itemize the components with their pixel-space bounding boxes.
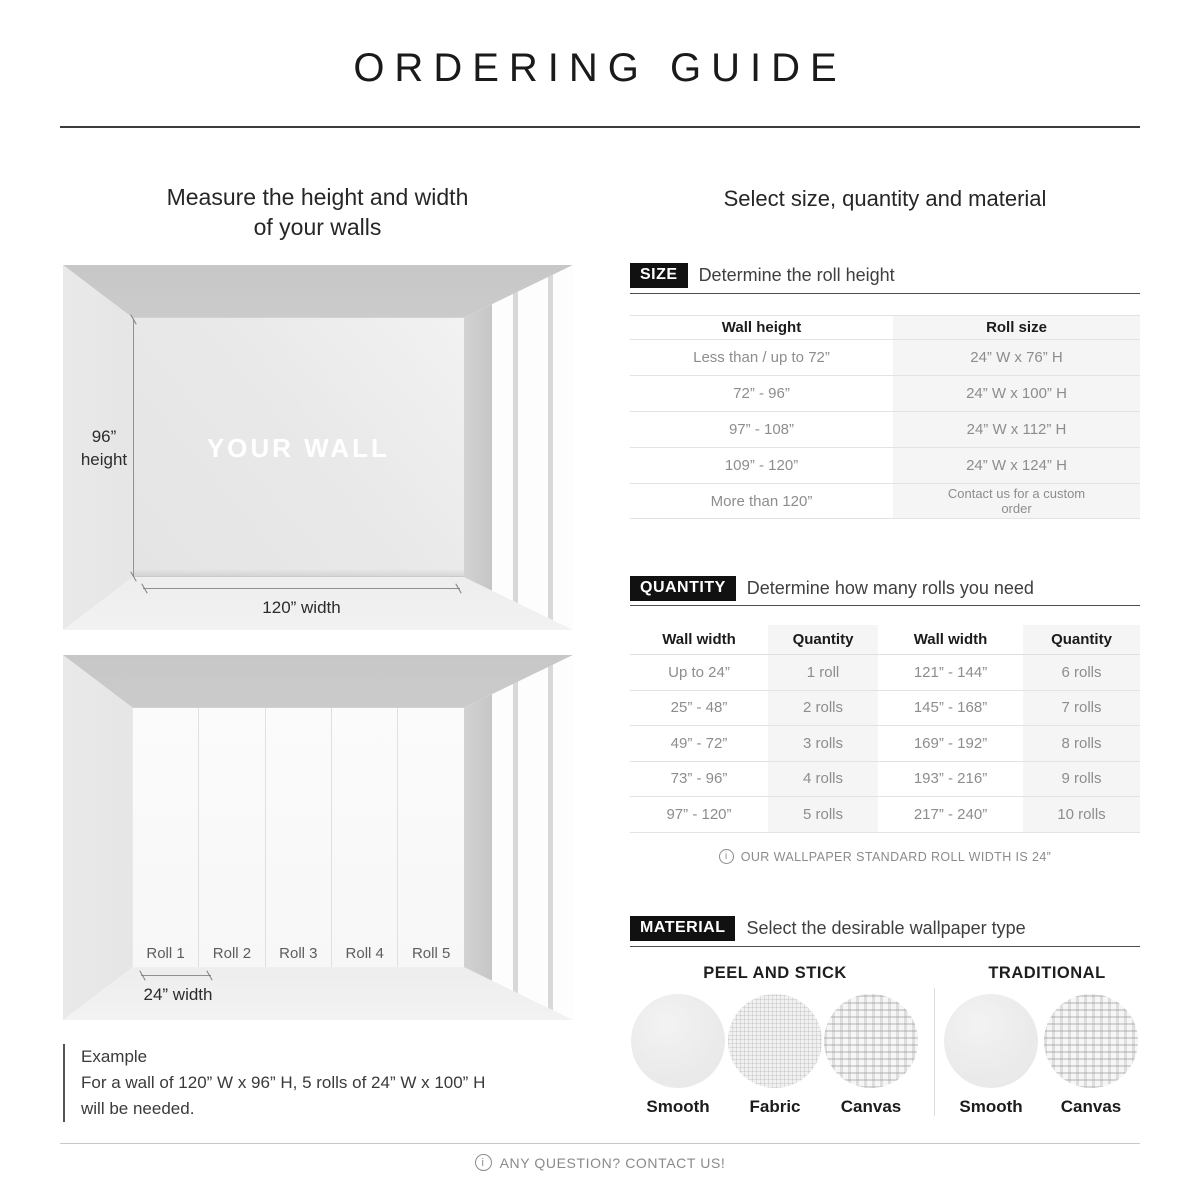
table-cell: 2 rolls	[768, 691, 878, 726]
roll-label: Roll 4	[345, 945, 384, 963]
table-cell: 49” - 72”	[670, 734, 728, 752]
size-table-row	[630, 412, 1140, 448]
quantity-note	[630, 849, 1140, 864]
height-value: 96”	[91, 427, 117, 446]
quantity-section-divider	[630, 605, 1140, 606]
table-cell: 24” W x 112” H	[893, 412, 1140, 447]
swatch-label: Canvas	[1060, 1097, 1122, 1116]
example-note	[63, 1044, 523, 1122]
table-header-cell: Roll size	[893, 316, 1140, 339]
example-title: Example	[81, 1047, 148, 1066]
footer-contact-note	[0, 1154, 1200, 1171]
size-table-row	[630, 376, 1140, 412]
swatch-label: Canvas	[840, 1097, 902, 1116]
table-cell: Up to 24”	[668, 663, 730, 681]
quantity-note-text: OUR WALLPAPER STANDARD ROLL WIDTH IS 24”	[740, 849, 1052, 864]
table-cell: 24” W x 76” H	[893, 340, 1140, 375]
table-cell: 97” - 108”	[728, 421, 795, 438]
table-cell: 24” W x 124” H	[893, 448, 1140, 483]
table-header-cell: Quantity	[768, 625, 878, 654]
table-cell: 24” W x 100” H	[893, 376, 1140, 411]
size-table-row	[630, 448, 1140, 484]
table-cell: 145” - 168”	[913, 699, 988, 717]
table-cell: 3 rolls	[768, 726, 878, 761]
info-icon: i	[475, 1154, 492, 1171]
size-subtitle: Determine the roll height	[698, 265, 895, 285]
quantity-table-row	[630, 726, 1140, 762]
table-cell: 97” - 120”	[666, 805, 732, 823]
table-cell: 9 rolls	[1023, 762, 1140, 797]
table-header-cell: Quantity	[1023, 625, 1140, 654]
size-section-header	[630, 263, 895, 288]
size-badge: SIZE	[630, 263, 688, 288]
table-cell: 169” - 192”	[913, 734, 988, 752]
table-cell	[893, 484, 1140, 518]
your-wall-label: YOUR WALL	[206, 432, 390, 463]
material-group-peel-and-stick: PEEL AND STICK	[703, 964, 847, 982]
material-section-header	[630, 916, 1026, 941]
quantity-table-row	[630, 691, 1140, 727]
right-column-heading: Select size, quantity and material	[723, 186, 1047, 211]
table-cell: 7 rolls	[1023, 691, 1140, 726]
swatch-label: Smooth	[959, 1097, 1023, 1116]
height-dimension-label	[69, 425, 139, 471]
table-cell: 193” - 216”	[913, 770, 988, 788]
height-word: height	[80, 450, 128, 469]
size-table-row	[630, 484, 1140, 519]
swatch-label: Fabric	[749, 1097, 801, 1116]
table-cell: 5 rolls	[768, 797, 878, 832]
size-section-divider	[630, 293, 1140, 294]
material-section-divider	[630, 946, 1140, 947]
width-dimension-line	[143, 588, 460, 589]
wallpaper-roll-panels	[133, 708, 464, 967]
table-cell: 217” - 240”	[913, 805, 988, 823]
table-cell: 4 rolls	[768, 762, 878, 797]
table-cell: Less than / up to 72”	[693, 349, 830, 366]
table-cell-text: Contact us for a custom order	[947, 486, 1086, 516]
width-dimension-label: 120” width	[262, 598, 341, 617]
footer-divider	[60, 1143, 1140, 1144]
room-rolls-illustration	[63, 655, 573, 1020]
quantity-subtitle: Determine how many rolls you need	[746, 578, 1034, 598]
roll-panel	[133, 708, 199, 967]
quantity-table-header-row	[630, 625, 1140, 655]
left-heading-line2: of your walls	[253, 214, 382, 240]
roll-panel	[266, 708, 332, 967]
quantity-section-header	[630, 576, 1034, 601]
swatch-fabric-peel-and-stick	[728, 994, 822, 1088]
title-divider	[60, 126, 1140, 128]
table-header-cell: Wall width	[662, 631, 736, 648]
quantity-table-row	[630, 762, 1140, 798]
example-line1: For a wall of 120” W x 96” H, 5 rolls of 24” W x 100” H	[81, 1073, 486, 1092]
left-column-heading	[60, 182, 575, 242]
material-options	[630, 958, 1140, 1130]
info-icon: i	[719, 849, 734, 864]
table-cell: 25” - 48”	[670, 699, 728, 717]
table-cell: 73” - 96”	[670, 770, 728, 788]
material-group-divider	[934, 988, 935, 1116]
size-table-row	[630, 340, 1140, 376]
roll-label: Roll 2	[212, 945, 252, 963]
quantity-table-row	[630, 797, 1140, 833]
swatch-canvas-traditional	[1044, 994, 1138, 1088]
table-cell: 1 roll	[768, 655, 878, 690]
material-group-traditional: TRADITIONAL	[988, 964, 1106, 982]
table-cell: 121” - 144”	[913, 663, 988, 681]
roll-panel	[332, 708, 398, 967]
swatch-smooth-peel-and-stick	[631, 994, 725, 1088]
size-table	[630, 315, 1140, 519]
roll-label: Roll 3	[279, 945, 318, 963]
table-cell: More than 120”	[710, 492, 813, 510]
room-measure-illustration	[63, 265, 573, 630]
roll-panel	[398, 708, 463, 967]
table-cell: 72” - 96”	[733, 385, 790, 402]
table-cell: 6 rolls	[1023, 655, 1140, 690]
roll-label: Roll 1	[146, 945, 185, 963]
material-subtitle: Select the desirable wallpaper type	[746, 918, 1026, 938]
swatch-canvas-peel-and-stick	[824, 994, 918, 1088]
roll-panel	[199, 708, 265, 967]
footer-note-text: ANY QUESTION? CONTACT US!	[499, 1154, 726, 1171]
quantity-badge: QUANTITY	[630, 576, 736, 601]
size-table-header-row	[630, 316, 1140, 340]
table-cell: 8 rolls	[1023, 726, 1140, 761]
swatch-smooth-traditional	[944, 994, 1038, 1088]
quantity-table-row	[630, 655, 1140, 691]
roll-width-dimension-line	[141, 975, 211, 976]
table-cell: 109” - 120”	[724, 457, 799, 474]
page-title: ORDERING GUIDE	[353, 46, 847, 90]
table-header-cell: Wall height	[721, 319, 802, 336]
table-cell: 10 rolls	[1023, 797, 1140, 832]
roll-width-dimension-label: 24” width	[143, 985, 213, 1004]
swatch-label: Smooth	[646, 1097, 710, 1116]
example-line2: will be needed.	[81, 1099, 195, 1118]
material-badge: MATERIAL	[630, 916, 735, 941]
roll-label: Roll 5	[411, 945, 451, 963]
quantity-table	[630, 625, 1140, 833]
left-heading-line1: Measure the height and width	[166, 184, 469, 210]
table-header-cell: Wall width	[913, 631, 988, 648]
